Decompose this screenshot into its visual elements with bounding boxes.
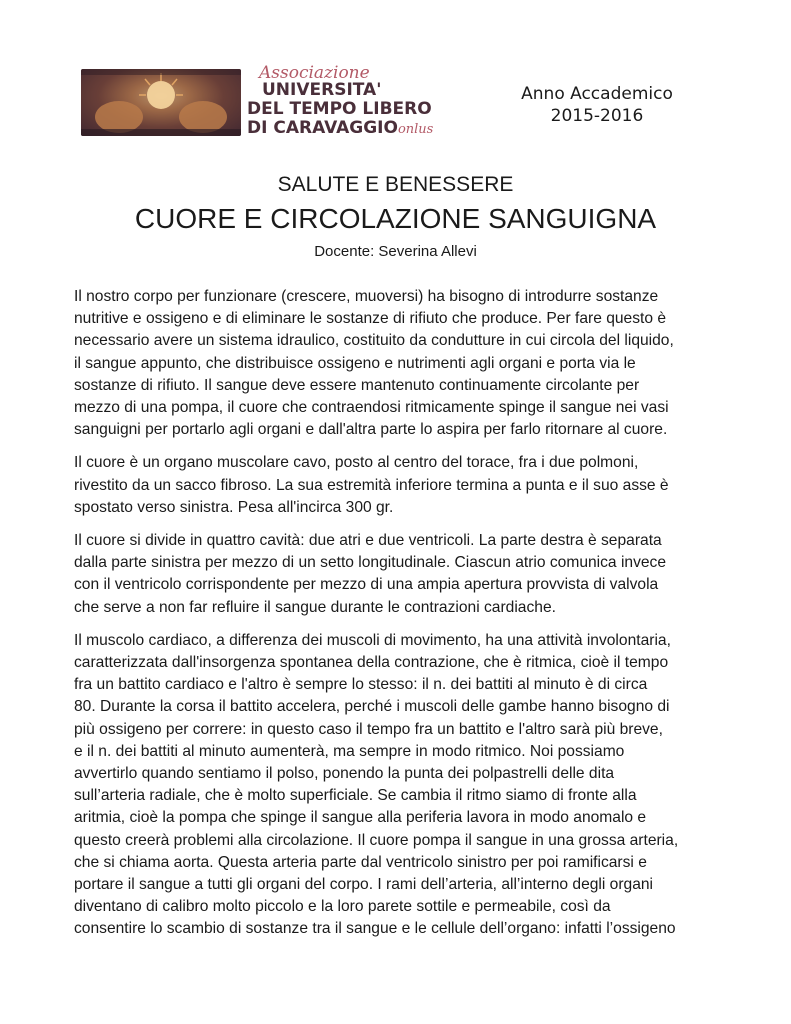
paragraph-line: Il muscolo cardiaco, a differenza dei muscoli di movimento, ha una attività involontaria, xyxy=(74,631,671,649)
paragraph-line: sostanze di rifiuto. Il sangue deve essere mantenuto continuamente circolante per xyxy=(74,376,640,394)
logo-tempo-libero-text: DEL TEMPO LIBERO xyxy=(247,99,432,119)
logo-onlus-text: onlus xyxy=(397,122,434,137)
paragraph-line: mezzo di una pompa, il cuore che contraendosi ritmicamente spinge il sangue nei vasi xyxy=(74,399,669,417)
academic-year-value: 2015-2016 xyxy=(550,106,644,126)
paragraph xyxy=(74,630,724,941)
teacher-name: Docente: Severina Allevi xyxy=(314,243,477,260)
logo-image xyxy=(81,69,241,136)
logo-university-text: UNIVERSITA' xyxy=(262,80,382,100)
paragraph-line: nutritive e ossigeno e di eliminare le sostanze di rifiuto che produce. Per fare questo è xyxy=(74,310,667,328)
paragraph-line: più ossigeno per correre: in questo caso il tempo fra un battito e l'altro sarà più breve, xyxy=(74,720,663,738)
paragraph xyxy=(74,286,724,441)
paragraph-line: rivestito da un sacco fibroso. La sua estremità inferiore termina a punta e il suo asse è xyxy=(74,476,669,494)
paragraph-line: portare il sangue a tutti gli organi del corpo. I rami dell’arteria, all’interno degli organi xyxy=(74,876,654,894)
paragraph-line: Il nostro corpo per funzionare (crescere, muoversi) ha bisogno di introdurre sostanze xyxy=(74,288,659,305)
logo-associazione-text: Associazione xyxy=(259,63,370,83)
paragraph-line: e il n. dei battiti al minuto aumenterà, ma sempre in modo ritmico. Noi possiamo xyxy=(74,742,625,760)
paragraph-line: sull’arteria radiale, che è molto superficiale. Se cambia il ritmo siamo di fronte alla xyxy=(74,787,637,805)
logo-artwork-icon xyxy=(81,69,241,136)
paragraph-line: dalla parte sinistra per mezzo di un setto longitudinale. Ciascun atrio comunica invece xyxy=(74,554,667,572)
paragraph-line: il sangue appunto, che distribuisce ossigeno e nutrimenti agli organi e porta via le xyxy=(74,354,636,372)
paragraph-line: aritmia, cioè la pompa che spinge il sangue alla periferia lavora in modo anomalo e xyxy=(74,809,647,827)
logo-caravaggio-line xyxy=(247,118,433,138)
paragraph-line: necessario avere un sistema idraulico, costituito da condutture in cui circola del liquido, xyxy=(74,332,674,350)
logo-caravaggio-text: DI CARAVAGGIO xyxy=(247,118,398,138)
paragraph-line: avvertirlo quando sentiamo il polso, ponendo la punta dei polpastrelli delle dita xyxy=(74,765,615,783)
paragraph-line: con il ventricolo corrispondente per mezzo di una ampia apertura provvista di valvola xyxy=(74,576,659,594)
paragraph-line: Il cuore è un organo muscolare cavo, posto al centro del torace, fra i due polmoni, xyxy=(74,454,639,472)
paragraph-line: caratterizzata dall'insorgenza spontanea della contrazione, che è ritmica, cioè il tempo xyxy=(74,654,669,672)
page-title: CUORE E CIRCOLAZIONE SANGUIGNA xyxy=(134,203,657,234)
paragraph-line: spostato verso sinistra. Pesa all'incirca 300 gr. xyxy=(74,498,394,516)
academic-year-block xyxy=(497,83,697,127)
paragraph-line: 80. Durante la corsa il battito accelera, perché i muscoli delle gambe hanno bisogno di xyxy=(74,698,670,716)
paragraph-line: questo creerà problemi alla circolazione. Il cuore pompa il sangue in una grossa arteria, xyxy=(74,831,679,849)
paragraph xyxy=(74,530,724,619)
paragraph-line: Il cuore si divide in quattro cavità: due atri e due ventricoli. La parte destra è separata xyxy=(74,532,662,550)
paragraph-line: diventano di calibro molto piccolo e la loro parete sottile e permeabile, così da xyxy=(74,898,611,916)
course-subject: SALUTE E BENESSERE xyxy=(277,173,514,196)
paragraph-line: consentire lo scambio di sostanze tra il sangue e le cellule dell’organo: infatti l’ossigeno xyxy=(74,920,676,938)
paragraph xyxy=(74,452,724,519)
paragraph-line: che si chiama aorta. Questa arteria parte dal ventricolo sinistro per poi ramificarsi e xyxy=(74,853,647,871)
paragraph-line: fra un battito cardiaco e l'altro è sempre lo stesso: il n. dei battiti al minuto è di circa xyxy=(74,676,648,694)
document-body xyxy=(74,286,724,952)
academic-year-label: Anno Accademico xyxy=(521,84,673,104)
paragraph-line: sanguigni per portarlo agli organi e dall'altra parte lo aspira per farlo ritornare al cuore. xyxy=(74,421,668,439)
paragraph-line: che serve a non far refluire il sangue durante le contrazioni cardiache. xyxy=(74,598,556,616)
